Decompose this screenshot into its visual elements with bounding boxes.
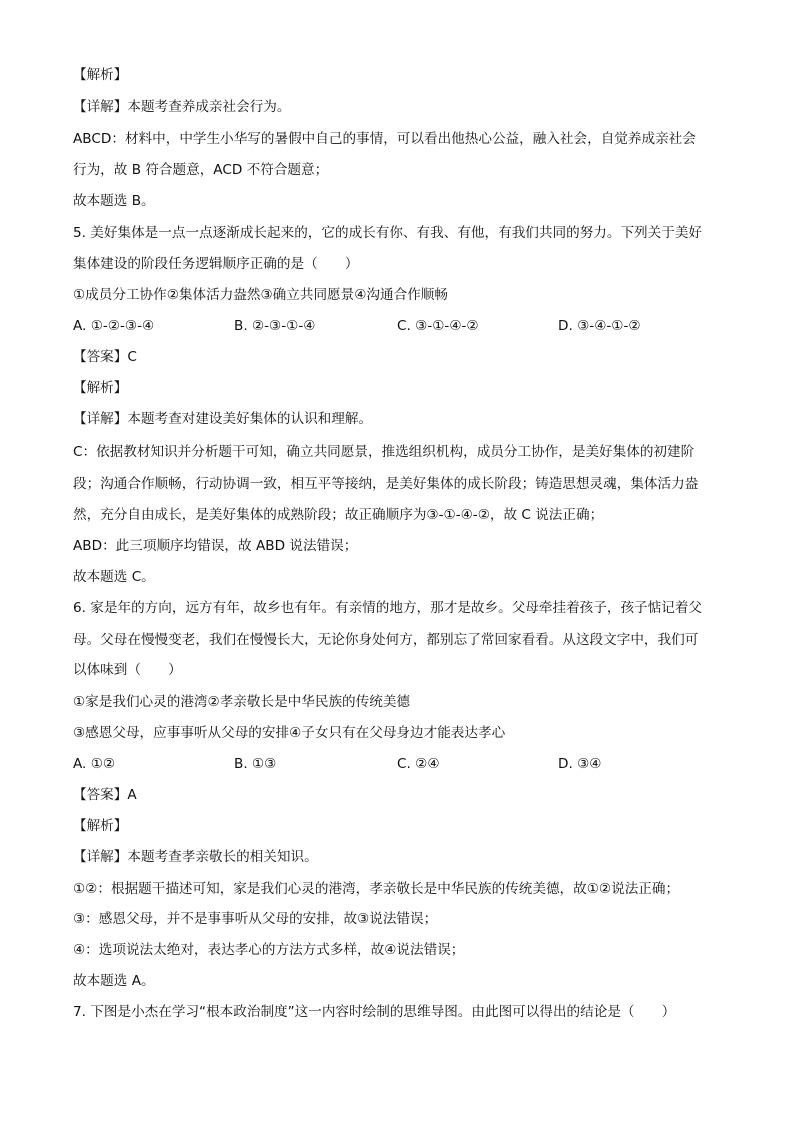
question-5-stem: 集体建设的阶段任务逻辑顺序正确的是（ ）	[73, 256, 359, 272]
q6-option-a: A. ①②	[73, 756, 116, 772]
q5-option-a: A. ①-②-③-④	[73, 318, 155, 334]
question-6-stem: 以体味到（ ）	[73, 662, 182, 678]
detail-line: 【详解】本题考查孝亲敬长的相关知识。	[73, 849, 318, 865]
detail-line: 然，充分自由成长，是美好集体的成熟阶段；故正确顺序为③-①-④-②，故 C 说法正确；	[73, 507, 604, 523]
q5-option-b: B. ②-③-①-④	[234, 318, 316, 334]
question-6-statements: ①家是我们心灵的港湾②孝亲敬长是中华民族的传统美德	[73, 694, 411, 710]
analysis-heading: 【解析】	[73, 818, 128, 834]
analysis-heading: 【解析】	[73, 380, 128, 396]
q6-option-c: C. ②④	[397, 756, 440, 772]
question-7-stem: 7. 下图是小杰在学习“根本政治制度”这一内容时绘制的思维导图。由此图可以得出的结论是（ ）	[73, 1004, 676, 1020]
analysis-heading: 【解析】	[73, 67, 128, 83]
conclusion-line: 故本题选 A。	[73, 973, 155, 989]
q6-option-b: B. ①③	[234, 756, 277, 772]
conclusion-line: 故本题选 C。	[73, 569, 155, 585]
detail-line: 【详解】本题考查养成亲社会行为。	[73, 99, 291, 115]
detail-line: 段；沟通合作顺畅，行动协调一致，相互平等接纳，是美好集体的成长阶段；铸造思想灵魂，集体活力盎	[73, 476, 699, 492]
detail-line: ①②：根据题干描述可知，家是我们心灵的港湾，孝亲敬长是中华民族的传统美德，故①②说法正确；	[73, 881, 680, 897]
detail-line: 【详解】本题考查对建设美好集体的认识和理解。	[73, 411, 373, 427]
answer-line: 【答案】C	[73, 349, 137, 365]
detail-line: ③：感恩父母，并不是事事听从父母的安排，故③说法错误；	[73, 911, 438, 927]
question-6-statements: ③感恩父母，应事事听从父母的安排④子女只有在父母身边才能表达孝心	[73, 725, 506, 741]
question-6-stem: 6. 家是年的方向，远方有年，故乡也有年。有亲情的地方，那才是故乡。父母牵挂着孩子，孩子惦记着父	[73, 600, 703, 616]
detail-line: ABD：此三项顺序均错误，故 ABD 说法错误；	[73, 538, 358, 554]
detail-line: ④：选项说法太绝对，表达孝心的方法方式多样，故④说法错误；	[73, 942, 465, 958]
detail-line: C：依据教材知识并分析题干可知，确立共同愿景，推选组织机构，成员分工协作，是美好集体的初建阶	[73, 444, 695, 460]
question-6-stem: 母。父母在慢慢变老，我们在慢慢长大，无论你身处何方，都别忘了常回家看看。从这段文字中，我们可	[73, 632, 699, 648]
detail-line: ABCD：材料中，中学生小华写的暑假中自己的事情，可以看出他热心公益，融入社会，自觉养成亲社会	[73, 131, 696, 147]
conclusion-line: 故本题选 B。	[73, 193, 155, 209]
answer-line: 【答案】A	[73, 787, 137, 803]
q5-option-c: C. ③-①-④-②	[397, 318, 479, 334]
q6-option-d: D. ③④	[558, 756, 602, 772]
question-5-stem: 5. 美好集体是一点一点逐渐成长起来的，它的成长有你、有我、有他，有我们共同的努力。下列关于美好	[73, 225, 703, 241]
detail-line: 行为，故 B 符合题意，ACD 不符合题意；	[73, 162, 329, 178]
q5-option-d: D. ③-④-①-②	[558, 318, 641, 334]
question-5-statements: ①成员分工协作②集体活力盎然③确立共同愿景④沟通合作顺畅	[73, 287, 448, 303]
